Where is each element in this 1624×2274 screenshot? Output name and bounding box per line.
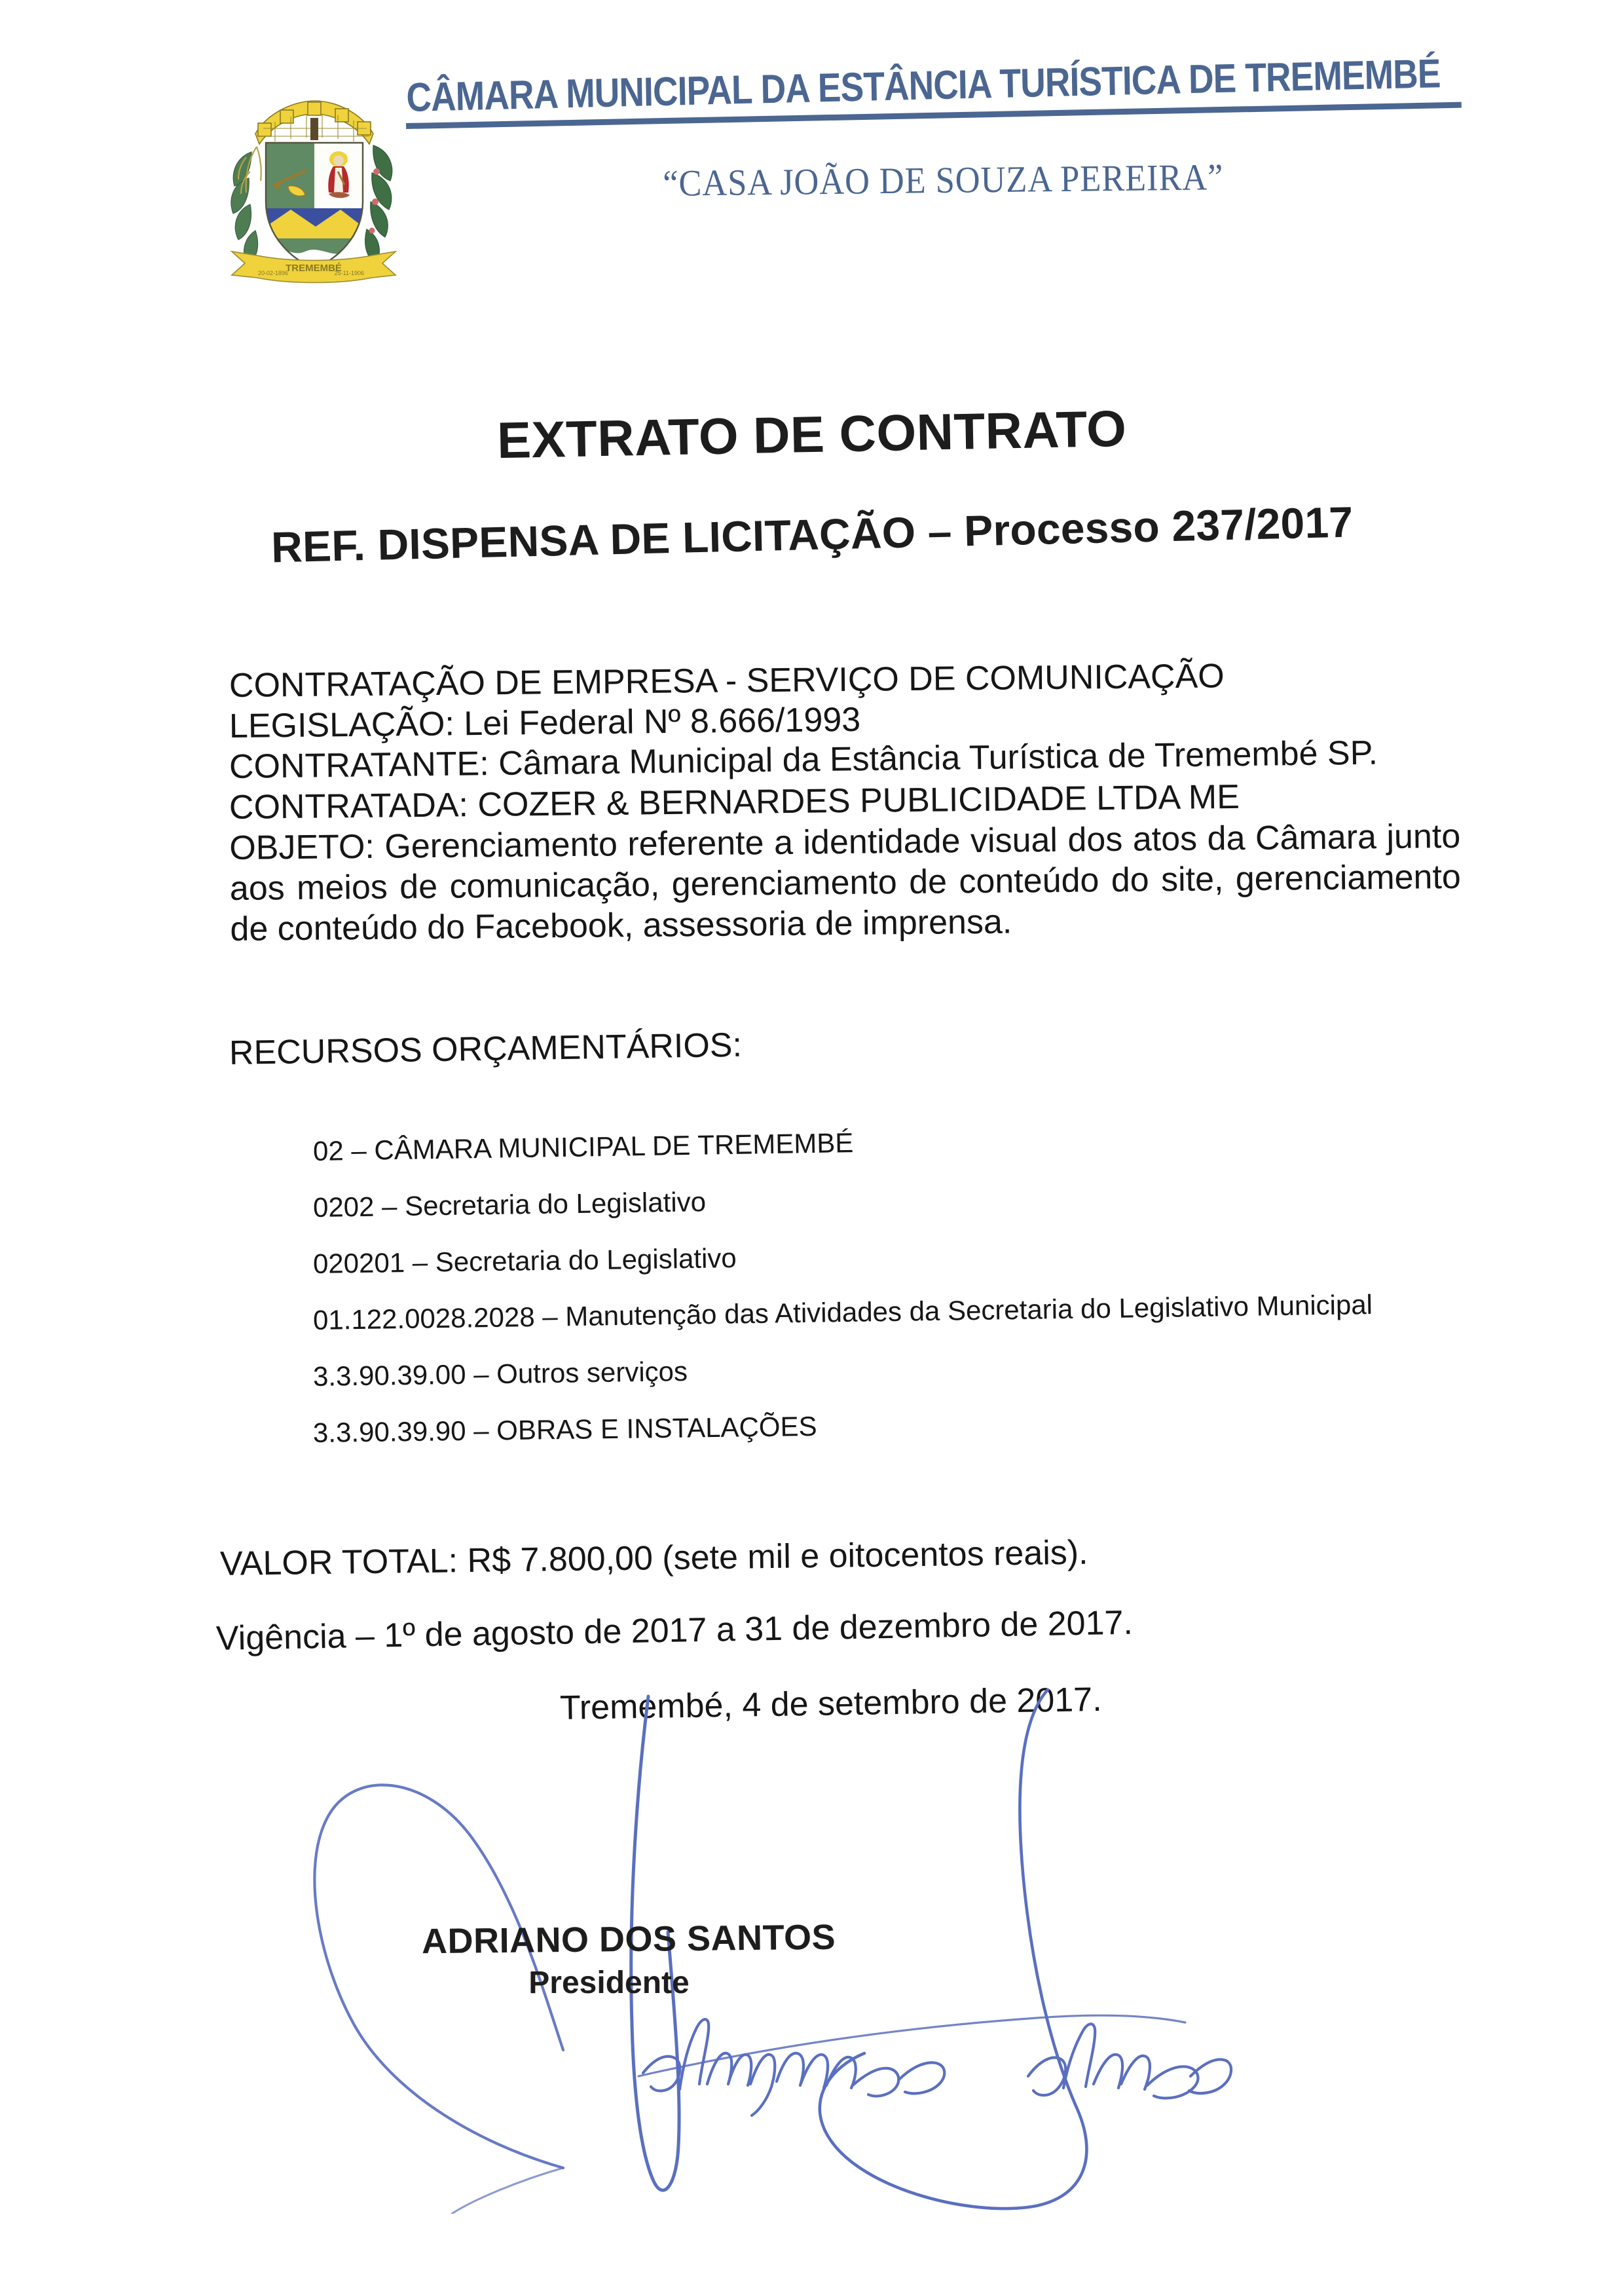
signer-name: ADRIANO DOS SANTOS bbox=[421, 1917, 836, 1962]
letterhead-subtitle: “CASA JOÃO DE SOUZA PEREIRA” bbox=[662, 157, 1224, 205]
detail-line-contratada: CONTRATADA: COZER & BERNARDES PUBLICIDADE LTDA ME bbox=[229, 777, 1240, 827]
document-title-text: EXTRATO DE CONTRATO bbox=[496, 399, 1128, 470]
recurso-item: 3.3.90.39.90 – OBRAS E INSTALAÇÕES bbox=[312, 1410, 817, 1448]
valor-total-line: VALOR TOTAL: R$ 7.800,00 (sete mil e oitocentos reais). bbox=[219, 1533, 1088, 1583]
document-title bbox=[0, 399, 1624, 470]
recurso-item: 01.122.0028.2028 – Manutenção das Atividades da Secretaria do Legislativo Municipal bbox=[312, 1288, 1373, 1335]
local-data-line: Tremembé, 4 de setembro de 2017. bbox=[559, 1681, 1102, 1727]
crest-banner-text: TREMEMBÉ bbox=[286, 263, 342, 274]
recurso-item: 020201 – Secretaria do Legislativo bbox=[312, 1242, 737, 1279]
signature-block bbox=[0, 1919, 1624, 2001]
svg-text:20-02-1896: 20-02-1896 bbox=[258, 270, 289, 276]
detail-line-legislacao: LEGISLAÇÃO: Lei Federal Nº 8.666/1993 bbox=[229, 700, 861, 745]
recurso-item: 3.3.90.39.00 – Outros serviços bbox=[312, 1356, 688, 1392]
recurso-item: 02 – CÂMARA MUNICIPAL DE TREMEMBÉ bbox=[312, 1127, 854, 1166]
recursos-orcamentarios-heading: RECURSOS ORÇAMENTÁRIOS: bbox=[229, 1026, 743, 1072]
detail-line-contratacao: CONTRATAÇÃO DE EMPRESA - SERVIÇO DE COMUNICAÇÃO bbox=[229, 657, 1225, 705]
vigencia-line: Vigência – 1º de agosto de 2017 a 31 de dezembro de 2017. bbox=[215, 1603, 1134, 1658]
document-subtitle bbox=[0, 497, 1624, 572]
contract-details bbox=[229, 657, 1462, 950]
signer-role: Presidente bbox=[528, 1966, 690, 2000]
recurso-item: 0202 – Secretaria do Legislativo bbox=[312, 1186, 707, 1223]
document-subtitle-text: REF. DISPENSA DE LICITAÇÃO – Processo 237/2017 bbox=[270, 497, 1354, 572]
recursos-orcamentarios-list bbox=[312, 1127, 1479, 1474]
brasao-tremembe-icon bbox=[217, 73, 407, 289]
letterhead-text bbox=[405, 51, 1480, 205]
detail-paragraph-objeto: OBJETO: Gerenciamento referente a identidade visual dos atos da Câmara junto aos meios de comunicação, gerenciamento de conteúdo do site, gerenciamento de conteúdo do Facebook, assessoria de imprensa. bbox=[229, 817, 1462, 948]
letterhead bbox=[0, 0, 1624, 308]
detail-line-contratante: CONTRATANTE: Câmara Municipal da Estância Turística de Tremembé SP. bbox=[229, 734, 1378, 786]
organization-name: CÂMARA MUNICIPAL DA ESTÂNCIA TURÍSTICA DE TREMEMBÉ bbox=[405, 51, 1441, 121]
svg-text:25-11-1906: 25-11-1906 bbox=[334, 270, 364, 276]
